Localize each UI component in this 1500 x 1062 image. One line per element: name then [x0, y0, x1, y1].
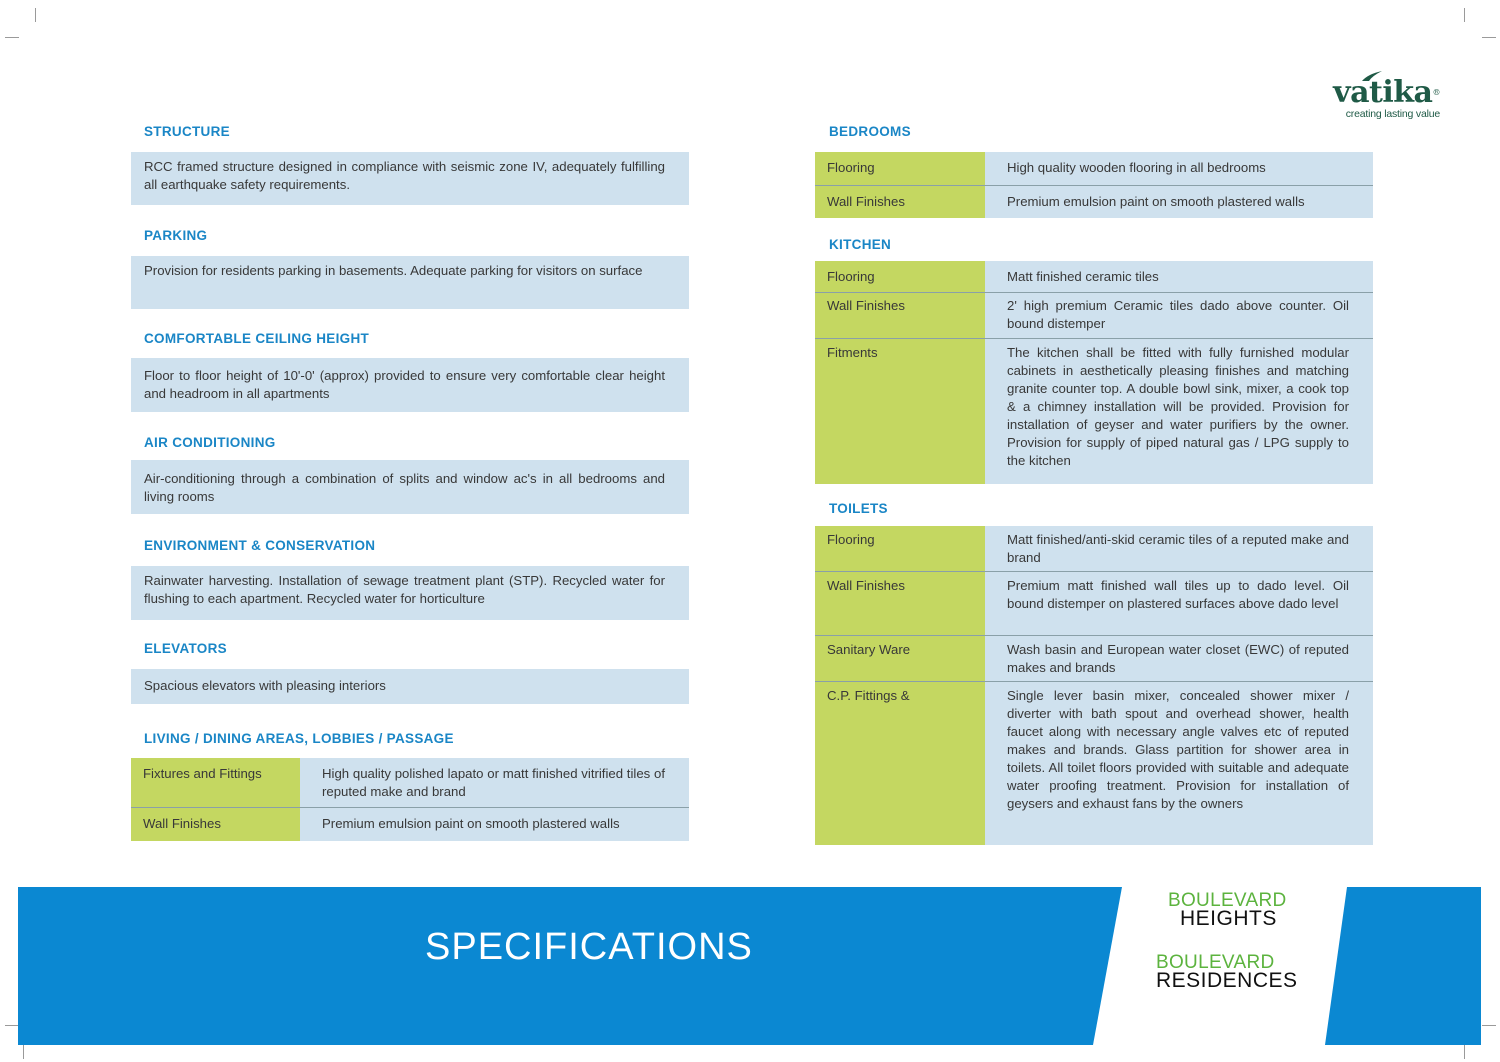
vatika-logo [1322, 75, 1440, 120]
crop-mark [1482, 37, 1496, 38]
crop-mark [5, 1025, 19, 1026]
row-value: The kitchen shall be fitted with fully furnished modular cabinets in aesthetically pleasing finishes and matching granite counter top. A double bowl sink, mixer, a cook top & a chimney installation will be provided. Provision for installation of geyser and water purifiers by the owner. Provision for supply of piped natural gas / LPG supply to the kitchen [985, 339, 1373, 484]
logo-line1: BOULEVARD [1168, 890, 1287, 911]
table-row [815, 339, 1373, 484]
crop-mark [1464, 8, 1465, 22]
table-row [131, 758, 689, 808]
row-label: Fitments [815, 339, 985, 484]
logo-brand: vatika® [1333, 75, 1440, 110]
crop-mark [35, 8, 36, 22]
table-row [815, 261, 1373, 293]
air-conditioning-text: Air-conditioning through a combination of splits and window ac's in all bedrooms and living rooms [131, 460, 689, 514]
section-heading-toilets: TOILETS [829, 501, 888, 516]
row-value: 2' high premium Ceramic tiles dado above counter. Oil bound distemper [985, 293, 1373, 338]
row-label: Wall Finishes [815, 293, 985, 338]
logo-line2: RESIDENCES [1156, 969, 1298, 992]
bird-swoosh-icon [1360, 70, 1384, 82]
section-heading-bedrooms: BEDROOMS [829, 124, 911, 139]
logo-tagline: creating lasting value [1345, 108, 1440, 120]
row-label: Wall Finishes [131, 808, 300, 841]
section-heading-elevators: ELEVATORS [144, 641, 227, 656]
row-value: Premium matt finished wall tiles up to dado level. Oil bound distemper on plastered surfaces above dado level [985, 572, 1373, 635]
table-row [131, 808, 689, 841]
row-value: Premium emulsion paint on smooth plastered walls [985, 186, 1373, 218]
section-heading-structure: STRUCTURE [144, 124, 230, 139]
row-label: Flooring [815, 526, 985, 571]
page-title: SPECIFICATIONS [425, 926, 753, 968]
table-row [815, 572, 1373, 636]
crop-mark [1464, 1045, 1465, 1059]
crop-mark [1482, 1025, 1496, 1026]
row-label: Flooring [815, 152, 985, 185]
bedrooms-table [815, 152, 1373, 218]
row-value: Matt finished ceramic tiles [985, 261, 1373, 292]
kitchen-table [815, 261, 1373, 484]
toilets-table [815, 526, 1373, 845]
row-value: Matt finished/anti-skid ceramic tiles of a reputed make and brand [985, 526, 1373, 571]
ceiling-text: Floor to floor height of 10'-0' (approx) provided to ensure very comfortable clear height and headroom in all apartments [131, 358, 689, 412]
row-value: Single lever basin mixer, concealed shower mixer / diverter with bath spout and overhead shower, health faucet along with necessary angle valves etc of reputed makes and brands. Glass partition for shower area in toilets. All toilet floors provided with suitable and adequate water proofing treatment. Provision for installation of geysers and exhaust fans by the owners [985, 682, 1373, 845]
row-label: Wall Finishes [815, 186, 985, 218]
section-heading-environment: ENVIRONMENT & CONSERVATION [144, 538, 376, 553]
crop-mark [5, 37, 19, 38]
row-value: Wash basin and European water closet (EWC) of reputed makes and brands [985, 636, 1373, 681]
row-value: High quality wooden flooring in all bedrooms [985, 152, 1373, 185]
section-heading-living: LIVING / DINING AREAS, LOBBIES / PASSAGE [144, 731, 454, 746]
table-row [815, 186, 1373, 218]
table-row [815, 526, 1373, 572]
structure-text: RCC framed structure designed in compliance with seismic zone IV, adequately fulfilling all earthquake safety requirements. [131, 152, 689, 205]
table-row [815, 682, 1373, 845]
logo-line2: HEIGHTS [1180, 907, 1277, 930]
row-label: C.P. Fittings & [815, 682, 985, 845]
section-heading-kitchen: KITCHEN [829, 237, 892, 252]
section-heading-air-conditioning: AIR CONDITIONING [144, 435, 276, 450]
environment-text: Rainwater harvesting. Installation of sewage treatment plant (STP). Recycled water for flushing to each apartment. Recycled water for horticulture [131, 566, 689, 620]
table-row [815, 293, 1373, 339]
logo-line1: BOULEVARD [1156, 952, 1275, 973]
row-label: Sanitary Ware [815, 636, 985, 681]
boulevard-heights-logo [1168, 891, 1287, 929]
table-row [815, 636, 1373, 682]
parking-text: Provision for residents parking in basements. Adequate parking for visitors on surface [131, 256, 689, 309]
row-label: Flooring [815, 261, 985, 292]
footer-blue-block [1325, 887, 1481, 1045]
crop-mark [23, 1045, 24, 1059]
elevators-text: Spacious elevators with pleasing interiors [131, 669, 689, 704]
row-value: Premium emulsion paint on smooth plastered walls [300, 808, 689, 841]
table-row [815, 152, 1373, 186]
row-value: High quality polished lapato or matt finished vitrified tiles of reputed make and brand [300, 758, 689, 807]
section-heading-ceiling: COMFORTABLE CEILING HEIGHT [144, 331, 370, 346]
living-table [131, 758, 689, 841]
section-heading-parking: PARKING [144, 228, 208, 243]
row-label: Fixtures and Fittings [131, 758, 300, 807]
boulevard-residences-logo [1156, 953, 1298, 991]
row-label: Wall Finishes [815, 572, 985, 635]
